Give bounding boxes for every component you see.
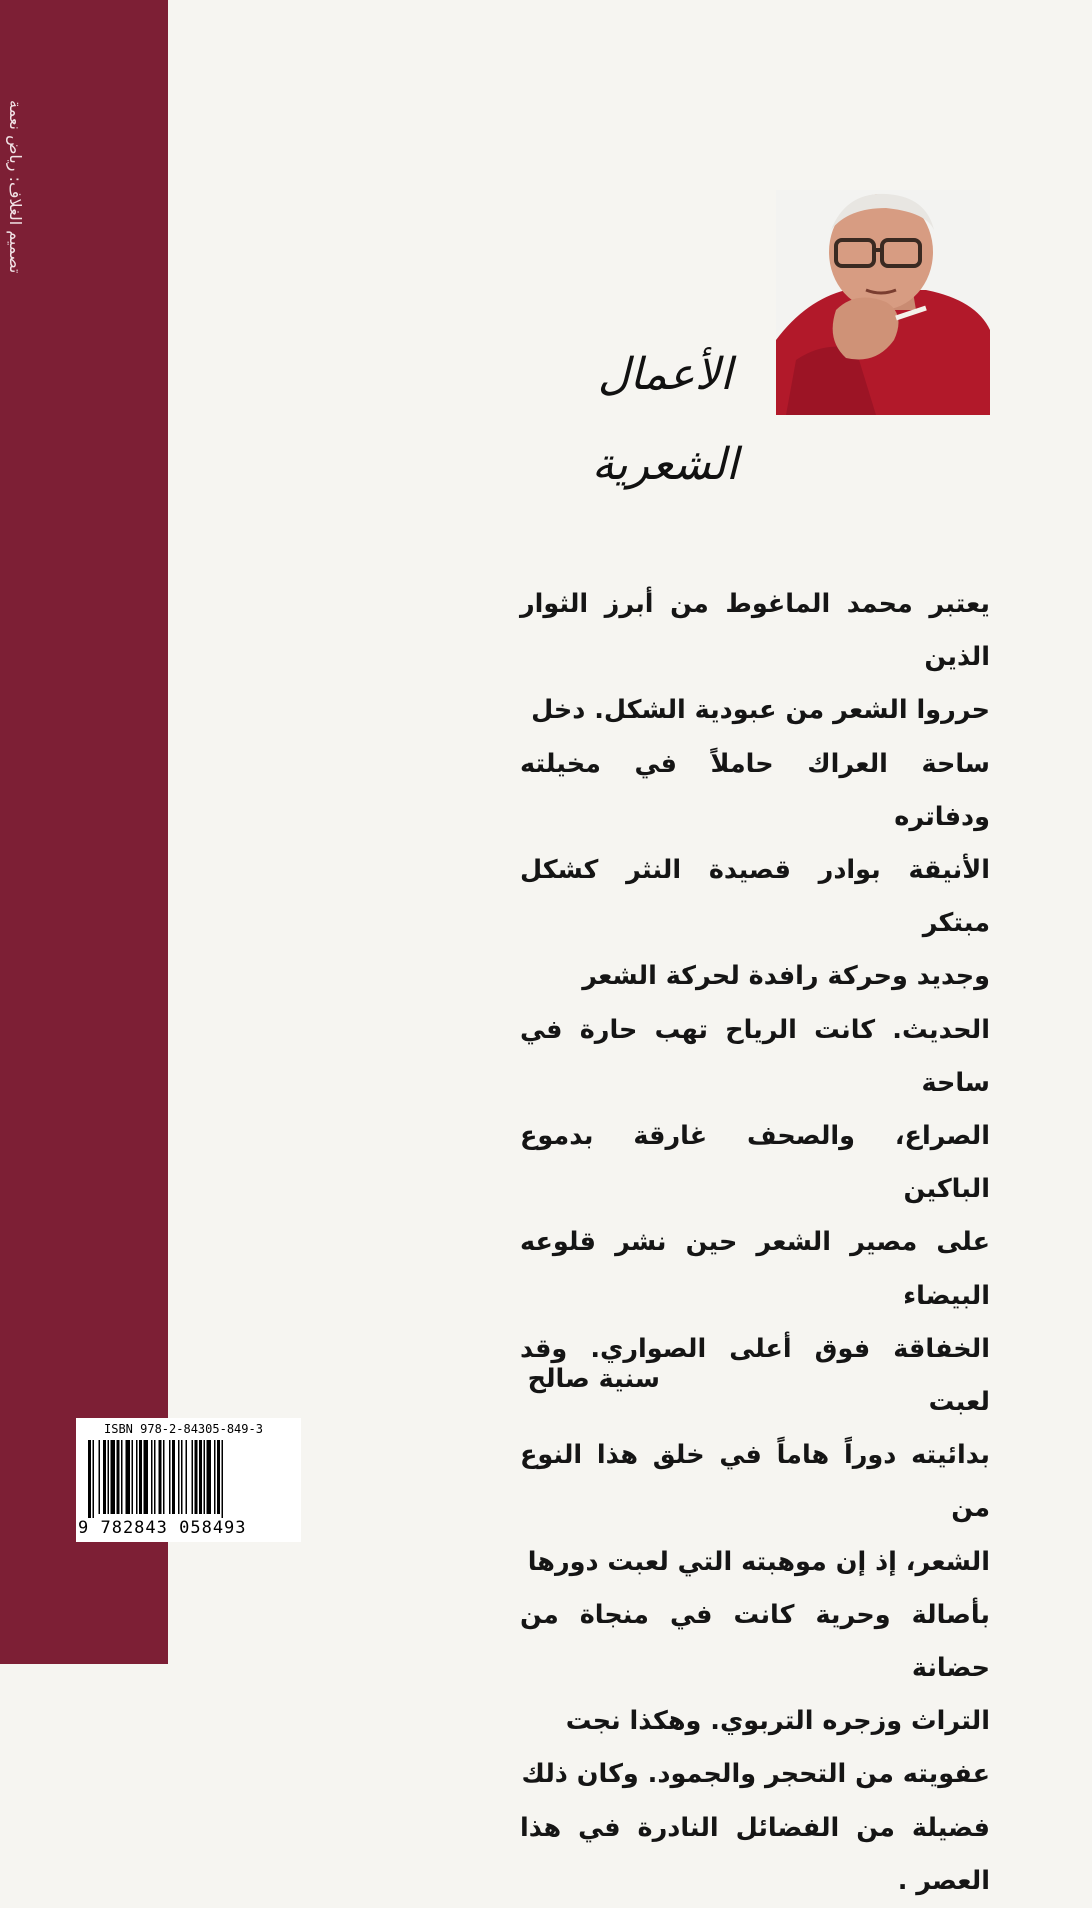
barcode-bar xyxy=(103,1440,106,1514)
barcode-bar xyxy=(192,1440,194,1514)
barcode-bar xyxy=(88,1440,91,1518)
barcode-bar xyxy=(181,1440,183,1514)
back-cover-blurb xyxy=(520,578,990,1908)
blurb-line: الحديث. كانت الرياح تهب حارة في ساحة xyxy=(520,1014,990,1098)
barcode-bar xyxy=(111,1440,116,1514)
barcode-bar xyxy=(151,1440,153,1514)
isbn-barcode xyxy=(76,1418,301,1542)
blurb-line: حرروا الشعر من عبودية الشكل. دخل xyxy=(531,695,990,726)
blurb-line: وجديد وحركة رافدة لحركة الشعر xyxy=(582,961,990,992)
series-title: الأعمال الشعرية xyxy=(591,349,739,490)
barcode-bar xyxy=(204,1440,206,1514)
cover-design-credit: تصميم الغلاف: رياض نعمة xyxy=(6,100,25,274)
barcode-bar xyxy=(169,1440,171,1514)
blurb-line: الصراع، والصحف غارقة بدموع الباكين xyxy=(520,1121,990,1205)
blurb-line: عفويته من التحجر والجمود. وكان ذلك xyxy=(521,1759,990,1790)
barcode-bar xyxy=(222,1440,224,1518)
blurb-signature: سنية صالح xyxy=(527,1364,660,1394)
barcode-bar xyxy=(178,1440,180,1514)
barcode-bar xyxy=(139,1440,142,1514)
barcode-number: 9 782843 058493 xyxy=(78,1518,247,1538)
barcode-bar xyxy=(217,1440,220,1514)
barcode-bar xyxy=(214,1440,216,1514)
blurb-line: بأصالة وحرية كانت في منجاة من حضانة xyxy=(520,1599,990,1684)
isbn-text: ISBN 978-2-84305-849-3 xyxy=(104,1422,263,1436)
barcode-bar xyxy=(117,1440,120,1514)
barcode-bar xyxy=(136,1440,138,1514)
spine xyxy=(0,0,168,1664)
barcode-bar xyxy=(93,1440,95,1518)
barcode-bar xyxy=(144,1440,149,1514)
blurb-line: بدائيته دوراً هاماً في خلق هذا النوع من xyxy=(520,1440,990,1524)
blurb-line: على مصير الشعر حين نشر قلوعه البيضاء xyxy=(520,1227,990,1311)
blurb-line: الأنيقة بوادر قصيدة النثر كشكل مبتكر xyxy=(520,855,990,939)
barcode-bar xyxy=(154,1440,156,1514)
barcode-bar xyxy=(186,1440,188,1514)
barcode-bar xyxy=(132,1440,134,1514)
series-calligraphy-logo xyxy=(560,330,770,490)
barcode-bar xyxy=(108,1440,110,1514)
barcode-bar xyxy=(126,1440,131,1514)
barcode-bar xyxy=(99,1440,101,1514)
barcode-bar xyxy=(163,1440,165,1514)
blurb-line: التراث وزجره التربوي. وهكذا نجت xyxy=(565,1706,990,1737)
blurb-line: يعتبر محمد الماغوط من أبرز الثوار الذين xyxy=(520,589,990,673)
blurb-line: الشعر، إذ إن موهبته التي لعبت دورها xyxy=(527,1546,990,1577)
blurb-line: الخفاقة فوق أعلى الصواري. وقد لعبت xyxy=(520,1333,990,1418)
barcode-bar xyxy=(159,1440,162,1514)
author-portrait xyxy=(776,190,990,415)
author-portrait-icon xyxy=(776,190,990,415)
barcode-bar xyxy=(207,1440,212,1514)
barcode-bar xyxy=(195,1440,198,1514)
blurb-line: ساحة العراك حاملاً في مخيلته ودفاتره xyxy=(520,748,990,832)
barcode-bar xyxy=(172,1440,175,1514)
blurb-line: فضيلة من الفضائل النادرة في هذا العصر . xyxy=(520,1812,990,1896)
barcode-bar xyxy=(121,1440,123,1514)
barcode-bar xyxy=(199,1440,202,1514)
barcode-icon xyxy=(80,1440,296,1518)
